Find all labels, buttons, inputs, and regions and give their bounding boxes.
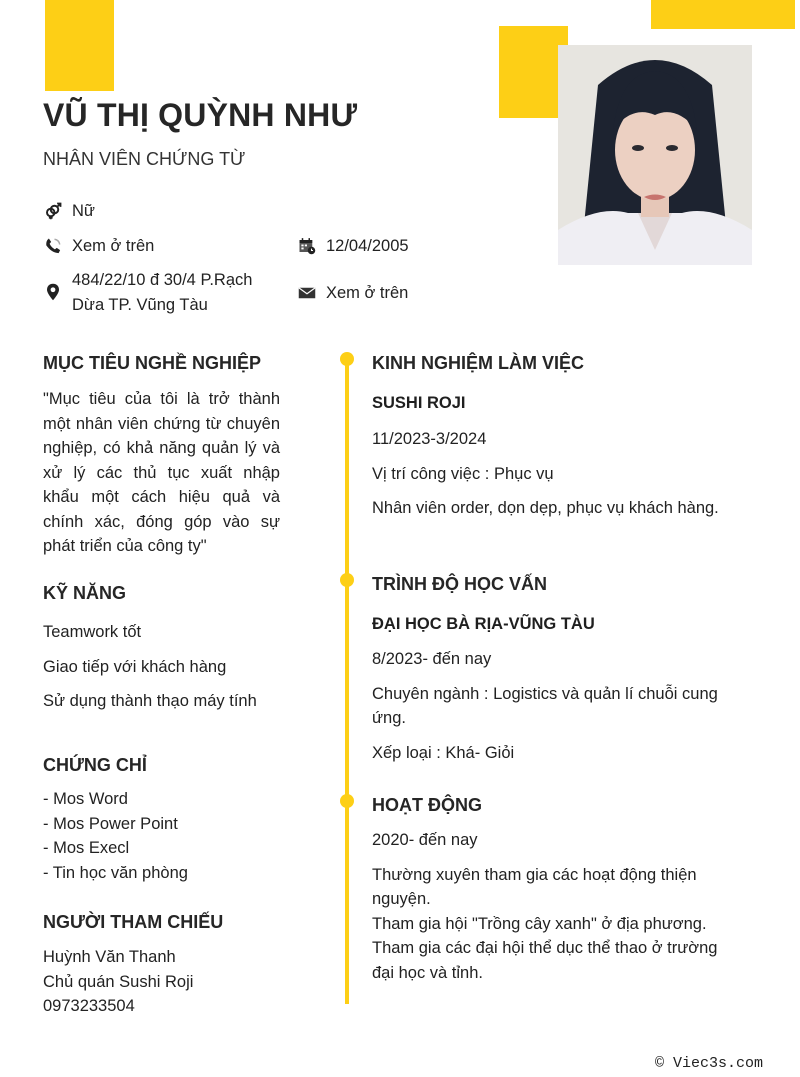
gender-value: Nữ xyxy=(72,202,95,220)
timeline-dot xyxy=(340,573,354,587)
section-title: NGƯỜI THAM CHIẾU xyxy=(43,912,224,932)
reference-name: Huỳnh Văn Thanh xyxy=(43,948,176,966)
skill-item: Teamwork tốt xyxy=(43,623,142,641)
section-work-experience xyxy=(372,353,722,531)
experience-position: Vị trí công việc : Phục vụ xyxy=(372,464,554,483)
section-education xyxy=(372,574,722,775)
email-value: Xem ở trên xyxy=(326,284,409,302)
certificate-item: - Mos Execl xyxy=(43,839,130,857)
experience-period: 11/2023-3/2024 xyxy=(372,430,487,448)
contact-phone xyxy=(43,234,154,259)
job-title: NHÂN VIÊN CHỨNG TỪ xyxy=(43,149,246,169)
activity-item: Tham gia các đại hội thể dục thể thao ở trường đại học và tỉnh. xyxy=(372,939,718,982)
envelope-icon xyxy=(297,283,317,303)
section-title: KỸ NĂNG xyxy=(43,583,127,603)
gender-icon xyxy=(43,201,63,221)
activity-item: Tham gia hội "Trồng cây xanh" ở địa phương. xyxy=(372,914,707,933)
profile-photo xyxy=(558,45,752,265)
contact-address xyxy=(43,268,293,318)
certificate-item: - Mos Word xyxy=(43,790,128,808)
section-title: CHỨNG CHỈ xyxy=(43,755,147,775)
timeline-dot xyxy=(340,352,354,366)
section-certificates xyxy=(43,755,280,885)
contact-gender xyxy=(43,199,95,224)
decorative-yellow-block-top-right xyxy=(651,0,795,29)
section-career-objective xyxy=(43,353,280,559)
dob-value: 12/04/2005 xyxy=(326,237,409,255)
section-title: KINH NGHIỆM LÀM VIỆC xyxy=(372,353,585,373)
section-references xyxy=(43,912,280,1019)
activities-list xyxy=(372,863,722,986)
activity-item: Thường xuyên tham gia các hoạt động thiện nguyện. xyxy=(372,865,697,908)
company-name: SUSHI ROJI xyxy=(372,394,466,412)
timeline-line xyxy=(345,358,349,1004)
watermark: © Viec3s.com xyxy=(655,1055,764,1072)
certificate-item: - Mos Power Point xyxy=(43,814,178,833)
objective-text: "Mục tiêu của tôi là trở thành một nhân viên chứng từ chuyên nghiệp, có khả năng quản lý và xử lý các thủ tục xuất nhập khẩu một cách hiệu quả và chính xác, đóng góp vào sự phát triển của công ty" xyxy=(43,390,280,555)
section-title: MỤC TIÊU NGHỀ NGHIỆP xyxy=(43,353,262,373)
contact-dob xyxy=(297,234,409,259)
location-pin-icon xyxy=(43,282,63,302)
calendar-icon xyxy=(297,236,317,256)
activities-period: 2020- đến nay xyxy=(372,831,478,849)
section-title: TRÌNH ĐỘ HỌC VẤN xyxy=(372,574,547,594)
school-name: ĐẠI HỌC BÀ RỊA-VŨNG TÀU xyxy=(372,615,595,633)
reference-role: Chủ quán Sushi Roji xyxy=(43,972,194,991)
decorative-yellow-block-left xyxy=(45,0,114,91)
phone-value: Xem ở trên xyxy=(72,237,155,255)
reference-phone: 0973233504 xyxy=(43,997,135,1015)
phone-icon xyxy=(43,236,63,256)
skill-item: Sử dụng thành thạo máy tính xyxy=(43,692,257,710)
section-title: HOẠT ĐỘNG xyxy=(372,795,482,815)
address-line-1: 484/22/10 đ 30/4 P.Rạch xyxy=(72,271,253,289)
skill-item: Giao tiếp với khách hàng xyxy=(43,657,227,676)
address-line-2: Dừa TP. Vũng Tàu xyxy=(72,296,208,314)
section-skills xyxy=(43,583,280,724)
section-activities xyxy=(372,795,722,985)
education-period: 8/2023- đến nay xyxy=(372,650,492,668)
education-major: Chuyên ngành : Logistics và quản lí chuỗi cung ứng. xyxy=(372,684,718,727)
certificate-item: - Tin học văn phòng xyxy=(43,863,188,882)
timeline-dot xyxy=(340,794,354,808)
contact-email xyxy=(297,281,408,306)
candidate-name: VŨ THỊ QUỲNH NHƯ xyxy=(43,97,358,133)
experience-description: Nhân viên order, dọn dẹp, phục vụ khách hàng. xyxy=(372,499,719,517)
education-grade: Xếp loại : Khá- Giỏi xyxy=(372,743,515,762)
